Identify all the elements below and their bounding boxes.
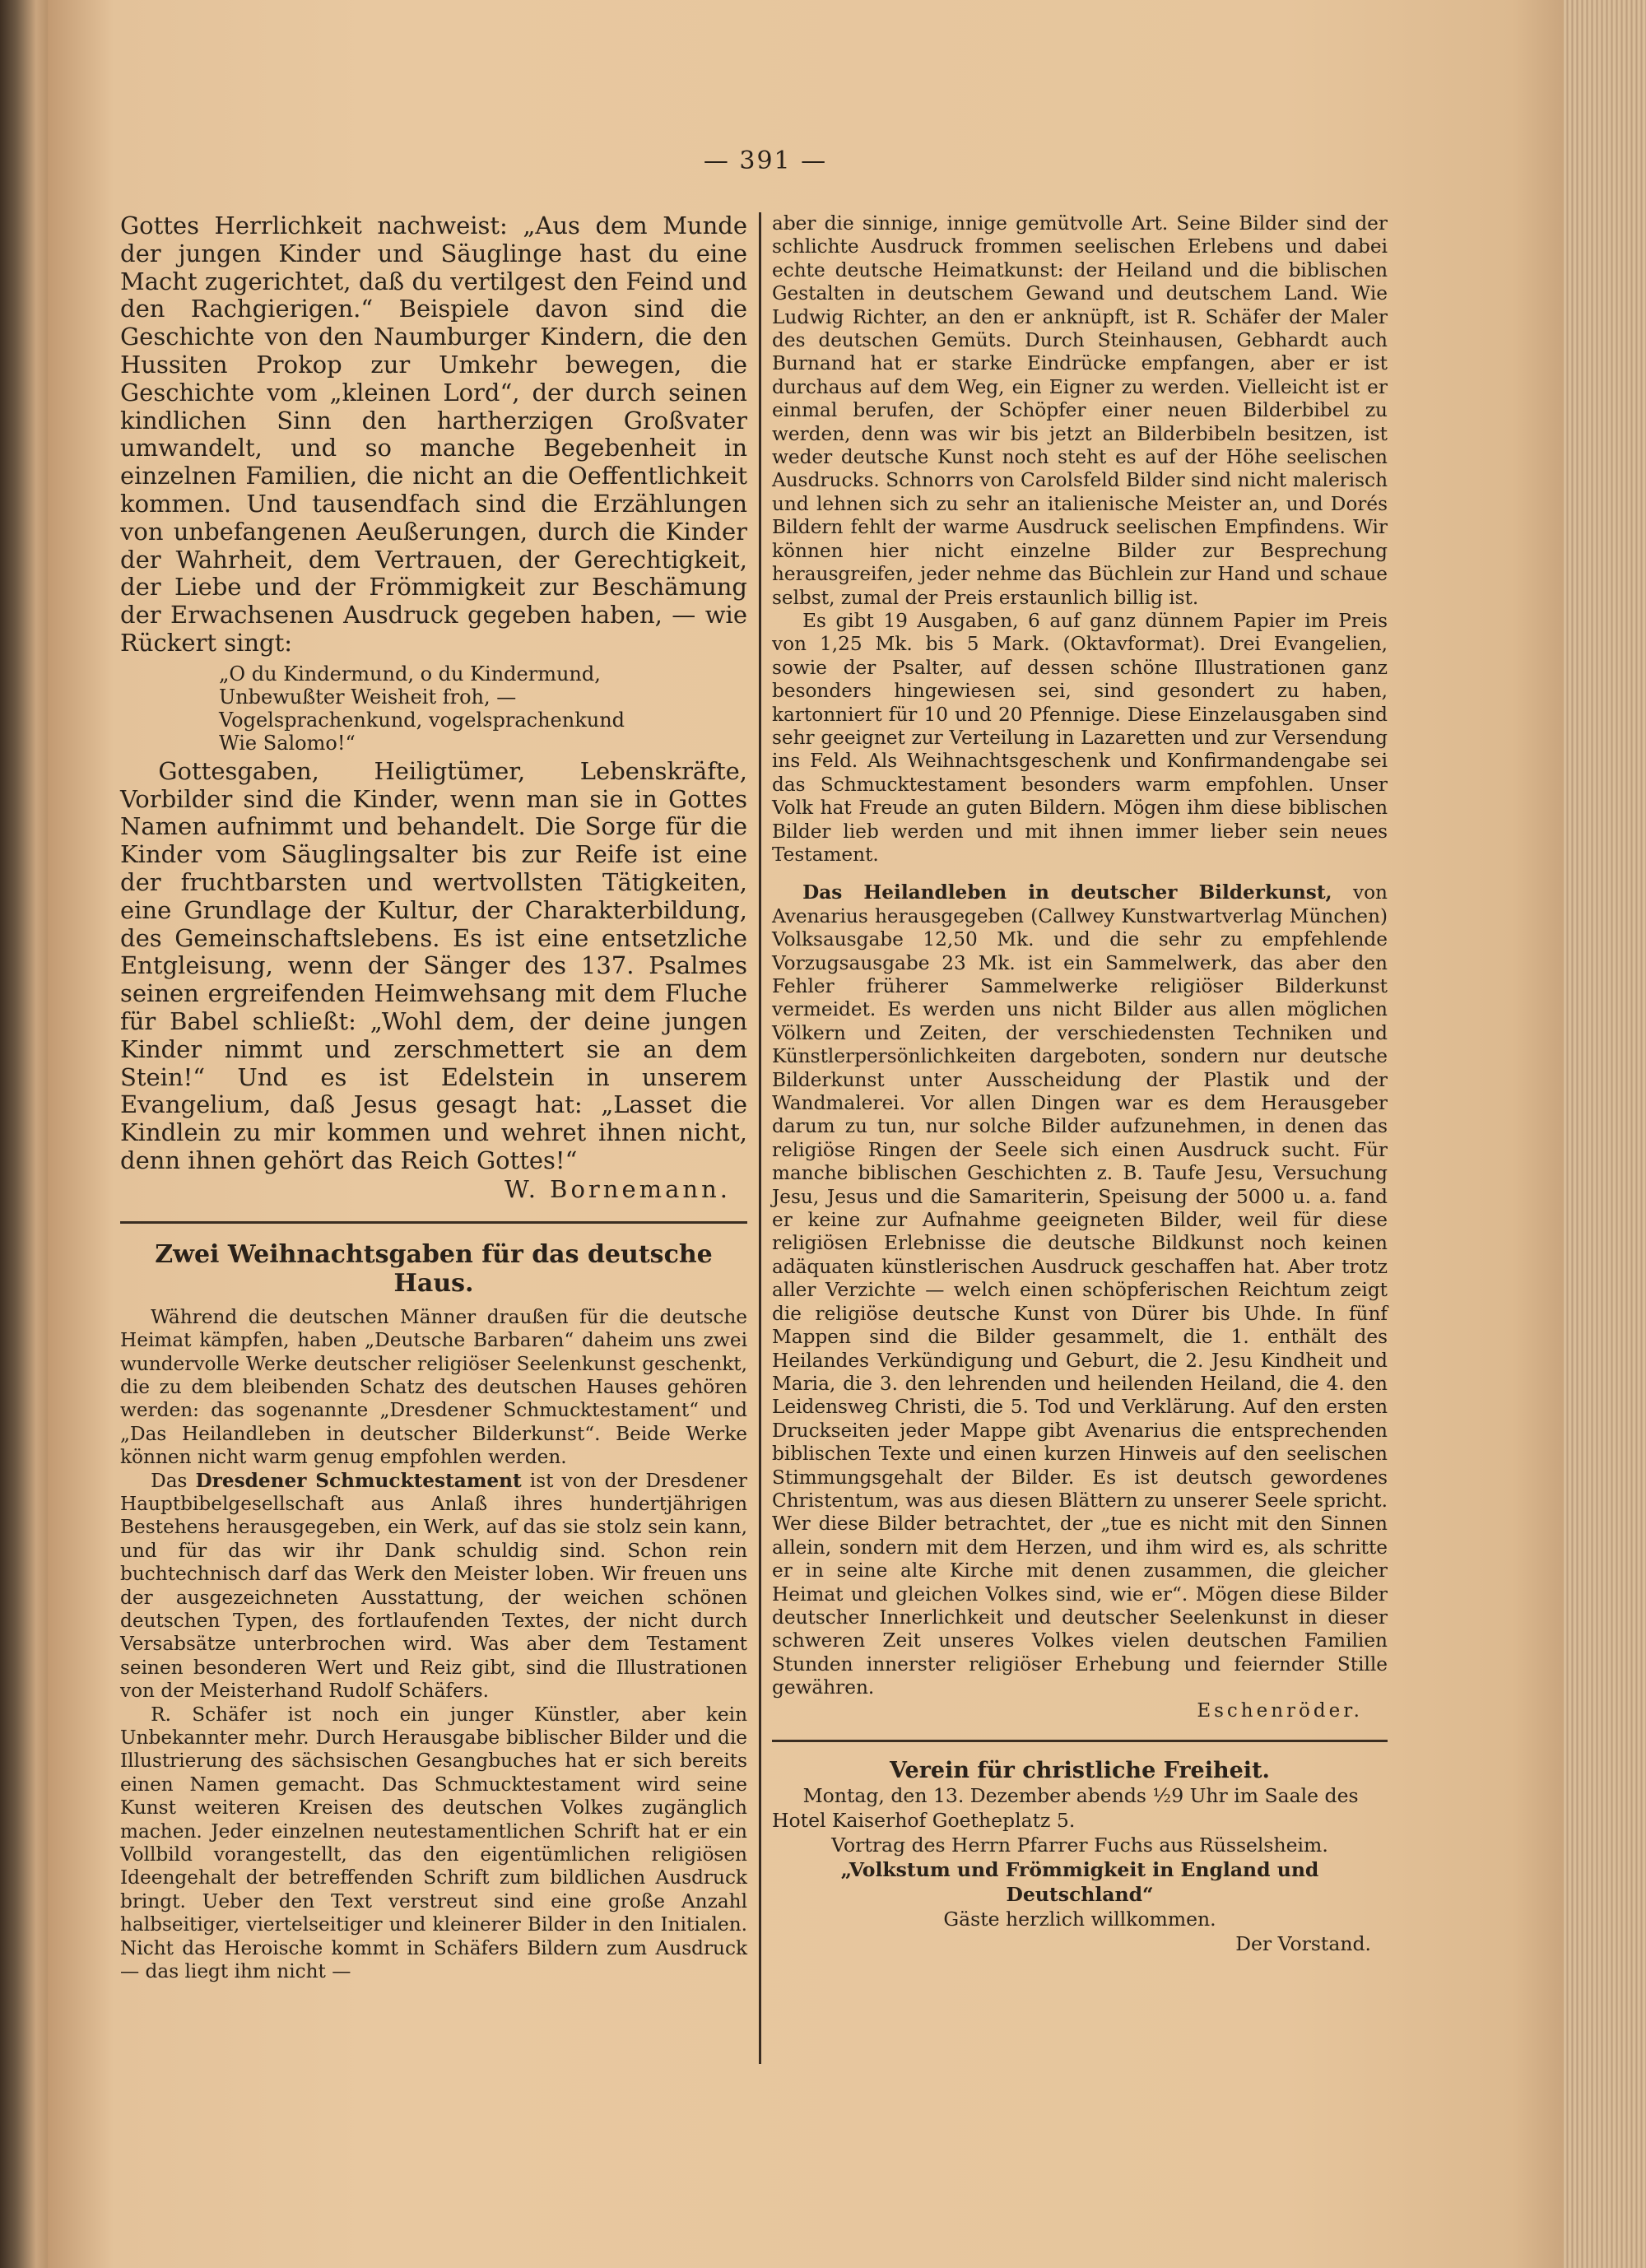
a2-rest: ist von der Dresdener Hauptbibelgesellschaft aus Anlaß ihres hundertjährigen Bestehens herausgegeben, ein Werk, auf das sie stolz sein kann, und für das wir ihr Dank schuldig sind. Schon rein buchtechnisch darf das Werk den Meister loben. Wir freuen uns der ausgezeichneten Ausstattung, der weichen schönen deutschen Typen, des fortlaufenden Textes, der nicht durch Versabsätze unterbrochen wird. Was aber dem Testament seinen besonderen Wert und Reiz gibt, sind die Illustrationen von der Meisterhand Rudolf Schäfers. — [120, 1469, 747, 1703]
heilandleben-title: Das Heilandleben in deutscher Bilderkunst, — [802, 881, 1332, 904]
notice-line-2: Vortrag des Herrn Pfarrer Fuchs aus Rüsselsheim. — [831, 1833, 1328, 1857]
article-paragraph-6 — [772, 881, 1388, 1699]
article-title: Zwei Weihnachtsgaben für das deutsche Haus. — [155, 1239, 713, 1298]
page-block-edges — [1564, 0, 1646, 2268]
rueckert-verse: „O du Kindermund, o du Kindermund, Unbewußter Weisheit froh, — Vogelsprachenkund, vogelsprachenkund Wie Salomo!“ — [219, 662, 625, 755]
article-paragraph-4: aber die sinnige, innige gemütvolle Art. Seine Bilder sind der schlichte Ausdruck frommen seelischen Erlebens und dabei echte deutsche Heimatkunst: der Heiland und die biblischen Gestalten in deutschem Gewand und deutschem Land. Wie Ludwig Richter, an den er anknüpft, ist R. Schäfer der Maler des deutschen Gemüts. Durch Steinhausen, Gebhardt auch Burnand hat er starke Eindrücke empfangen, aber er ist durchaus auf dem Weg, ein Eigner zu werden. Vielleicht ist er einmal berufen, der Schöpfer einer neuen Bilderbibel zu werden, denn was wir bis jetzt an Bilderbibeln besitzen, ist weder deutsche Kunst noch steht es auf der Höhe seelischen Ausdrucks. Schnorrs von Carolsfeld Bilder sind nicht malerisch und lehnen sich zu sehr an italienische Meister an, und Dorés Bildern fehlt der warme Ausdruck seelischen Empfindens. Wir können hier nicht einzelne Bilder zur Besprechung herausgreifen, jeder nehme das Büchlein zur Hand und schaue selbst, zumal der Preis erstaunlich billig ist. — [772, 212, 1388, 609]
notice-line-5: Der Vorstand. — [1235, 1931, 1371, 1955]
section-divider — [120, 1221, 747, 1224]
notice-line-4: Gäste herzlich willkommen. — [943, 1907, 1216, 1931]
notice-line-1: Montag, den 13. Dezember abends ½9 Uhr im Saale des Hotel Kaiserhof Goetheplatz 5. — [772, 1783, 1359, 1832]
page-number: — 391 — — [703, 146, 828, 175]
article-paragraph-2 — [120, 1470, 747, 1703]
right-column — [772, 212, 1388, 1956]
notice-title: Verein für christliche Freiheit. — [890, 1757, 1270, 1783]
club-notice — [772, 1759, 1388, 1956]
sermon-paragraph-1: Gottes Herrlichkeit nachweist: „Aus dem Munde der jungen Kinder und Säuglinge hast du eine Macht zugerichtet, daß du vertilgest den Feind und den Rachgierigen.“ Beispiele davon sind die Geschichte von den Naumburger Kindern, die den Hussiten Prokop zur Umkehr bewegen, die Geschichte vom „kleinen Lord“, der durch seinen kindlichen Sinn den hartherzigen Großvater umwandelt, und so manche Begebenheit in einzelnen Familien, die nicht an die Oeffentlichkeit kommen. Und tausendfach sind die Erzählungen von unbefangenen Aeußerungen, durch die Kinder der Wahrheit, dem Vertrauen, der Gerechtigkeit, der Liebe und der Frömmigkeit zur Beschämung der Erwachsenen Ausdruck gegeben haben, — wie Rückert singt: — [120, 211, 747, 657]
notice-divider — [772, 1740, 1388, 1742]
column-divider — [759, 212, 761, 2064]
article-paragraph-5: Es gibt 19 Ausgaben, 6 auf ganz dünnem Papier im Preis von 1,25 Mk. bis 5 Mark. (Oktavformat). Drei Evangelien, sowie der Psalter, auf dessen schöne Illustrationen ganz besonders hingewiesen sei, sind gesondert zu haben, kartonniert für 10 und 20 Pfennige. Diese Einzelausgaben sind sehr geeignet zur Verteilung in Lazaretten und zur Versendung ins Feld. Als Weihnachtsgeschenk und Konfirmandengabe sei das Schmucktestament besonders warm empfohlen. Unser Volk hat Freude an guten Bildern. Mögen ihm diese biblischen Bilder lieb werden und mit ihnen immer lieber sein neues Testament. — [772, 609, 1388, 866]
article-paragraph-3: R. Schäfer ist noch ein junger Künstler, aber kein Unbekannter mehr. Durch Herausgabe biblischer Bilder und die Illustrierung des sächsischen Gesangbuches hat er sich bereits einen Namen gemacht. Das Schmucktestament wird seine Kunst weiteren Kreisen des deutschen Volkes zugänglich machen. Jeder einzelnen neutestamentlichen Schrift hat er ein Vollbild vorangestellt, das den eigentümlichen religiösen Ideengehalt der betreffenden Schrift zum bildlichen Ausdruck bringt. Ueber den Text verstreut sind eine große Anzahl halbseitiger, viertelseitiger und kleinerer Bilder in den Initialen. Nicht das Heroische kommt in Schäfers Bildern zum Ausdruck — das liegt ihm nicht — — [120, 1703, 747, 1983]
a2-lead: Das — [151, 1469, 188, 1492]
article-signature: Eschenröder. — [1197, 1699, 1363, 1722]
notice-line-3: „Volkstum und Frömmigkeit in England und Deutschland“ — [840, 1857, 1319, 1906]
b3-rest: von Avenarius herausgegeben (Callwey Kunstwartverlag München) Volksausgabe 12,50 Mk. und die sehr zu empfehlende Vorzugsausgabe 23 Mk. ist ein Sammelwerk, das aber den Fehler früherer Sammelwerke religiöser Bilderkunst vermeidet. Es werden uns nicht Bilder aus allen möglichen Völkern und Zeiten, der verschiedensten Techniken und Künstlerpersönlichkeiten dargeboten, sondern nur deutsche Bilderkunst unter Ausscheidung der Plastik und der Wandmalerei. Vor allen Dingen war es dem Herausgeber darum zu tun, nur solche Bilder aufzunehmen, in denen das religiöse Ringen der Seele sich einen Ausdruck sucht. Für manche biblischen Geschichten z. B. Taufe Jesu, Versuchung Jesu, Jesus und die Samariterin, Speisung der 5000 u. a. fand er keine zur Aufnahme geeigneten Bilder, weil für diese religiösen Erlebnisse die deutsche Bildkunst noch keinen adäquaten künstlerischen Ausdruck geschaffen hat. Aber trotz aller Verzichte — welch einen schöpferischen Reichtum zeigt die religiöse deutsche Kunst von Dürer bis Uhde. In fünf Mappen sind die Bilder gesammelt, die 1. enthält des Heilandes Verkündigung und Geburt, die 2. Jesu Kindheit und Maria, die 3. den lehrenden und heilenden Heiland, die 4. den Leidensweg Christi, die 5. Tod und Verklärung. Auf den ersten Druckseiten jeder Mappe gibt Avenarius die entsprechenden biblischen Texte und einen kurzen Hinweis auf den seelischen Stimmungsgehalt der Bilder. Es ist deutsch gewordenes Christentum, was aus diesen Blättern zu unserer Seele spricht. Wer diese Bilder betrachtet, der „tue es nicht mit den Sinnen allein, sondern mit dem Herzen, und ihm wird es, als schritte er in seine alte Kirche mit denen zusammen, die gleicher Heimat und gleichen Volkes sind, wie er“. Mögen diese Bilder deutscher Innerlichkeit und deutscher Seelenkunst in dieser schweren Zeit unseres Volkes vielen deutschen Familien Stunden innerster religiöser Erhebung und feiernder Stille gewähren. — [772, 881, 1388, 1699]
facing-page-edge — [0, 0, 48, 2268]
sermon-paragraph-2: Gottesgaben, Heiligtümer, Lebenskräfte, Vorbilder sind die Kinder, wenn man sie in Gottes Namen aufnimmt und behandelt. Die Sorge für die Kinder vom Säuglingsalter bis zur Reife ist eine der fruchtbarsten und wertvollsten Tätigkeiten, eine Grundlage der Kultur, der Charakterbildung, des Gemeinschaftslebens. Es ist eine entsetzliche Entgleisung, wenn der Sänger des 137. Psalmes seinen ergreifenden Heimwehsang mit dem Fluche für Babel schließt: „Wohl dem, der deine jungen Kinder nimmt und zerschmettert sie an dem Stein!“ Und es ist Edelstein in unserem Evangelium, daß Jesus gesagt hat: „Lasset die Kindlein zu mir kommen und wehret ihnen nicht, denn ihnen gehört das Reich Gottes!“ — [120, 756, 747, 1174]
left-column — [120, 212, 747, 1983]
schmucktestament-title: Dresdener Schmucktestament — [195, 1469, 522, 1492]
sermon-signature: W. Bornemann. — [504, 1174, 731, 1203]
article-paragraph-1: Während die deutschen Männer draußen für die deutsche Heimat kämpfen, haben „Deutsche Barbaren“ daheim uns zwei wundervolle Werke deutscher religiöser Seelenkunst geschenkt, die zu dem bleibenden Schatz des deutschen Hauses gehören werden: das sogenannte „Dresdener Schmucktestament“ und „Das Heilandleben in deutscher Bilderkunst“. Beide Werke können nicht warm genug empfohlen werden. — [120, 1305, 747, 1469]
